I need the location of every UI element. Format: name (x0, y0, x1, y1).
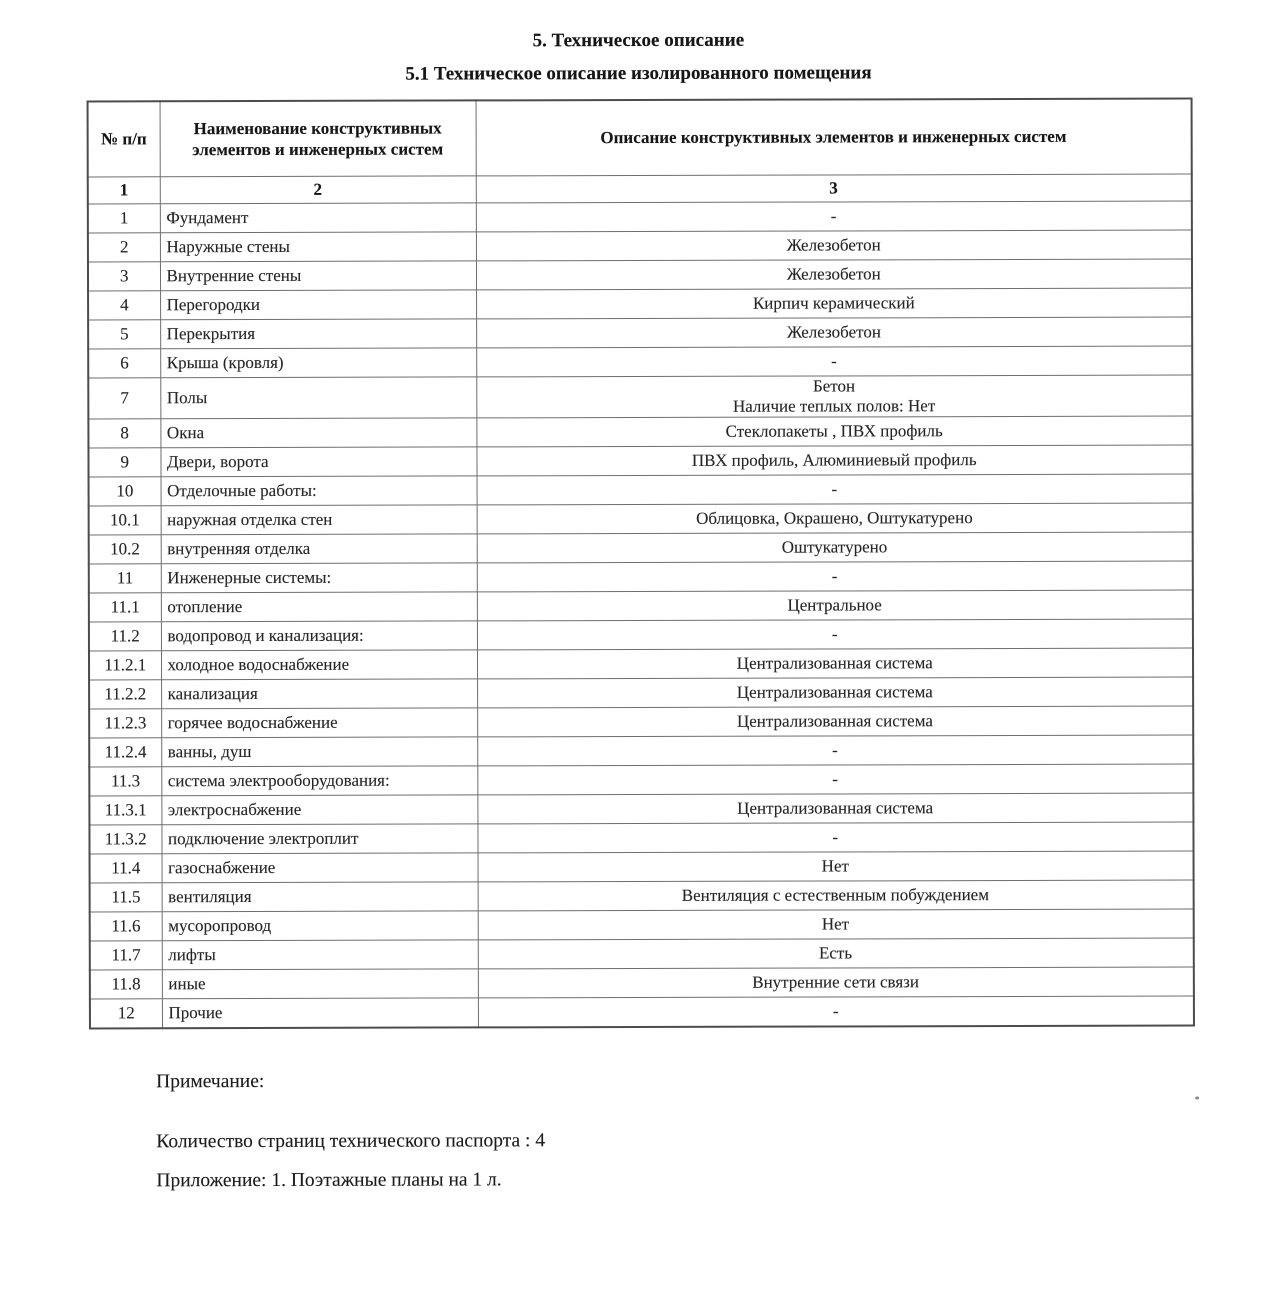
table-row (88, 317, 1192, 349)
table-row (90, 938, 1194, 970)
table-row (89, 532, 1193, 564)
row-description-cell: Железобетон (476, 259, 1192, 290)
row-name-cell: Полы (160, 377, 476, 419)
row-name-cell: отопление (161, 592, 477, 622)
table-row (89, 561, 1193, 593)
row-number-cell: 11.2.4 (89, 738, 161, 767)
row-name-cell: канализация (161, 679, 477, 709)
table-row (88, 201, 1192, 233)
row-description-cell: Железобетон (476, 317, 1192, 348)
table-header (88, 99, 1192, 204)
row-name-cell: Отделочные работы: (161, 476, 477, 506)
header-col-desc: Описание конструктивных элементов и инженерных систем (476, 99, 1192, 176)
row-number-cell: 8 (88, 419, 160, 448)
table-row (88, 259, 1192, 291)
table-row (89, 474, 1193, 506)
row-name-cell: ванны, душ (161, 737, 477, 767)
table-row (89, 648, 1193, 680)
table-row (89, 590, 1193, 622)
row-name-cell: холодное водоснабжение (161, 650, 477, 680)
table-row (89, 503, 1193, 535)
row-name-cell: Окна (160, 418, 476, 448)
table-row (90, 967, 1194, 999)
header-col-num: № п/п (88, 101, 160, 177)
row-description-cell: - (477, 764, 1193, 795)
table-row (88, 346, 1192, 378)
row-number-cell: 2 (88, 233, 160, 262)
row-name-cell: Прочие (162, 998, 478, 1028)
row-number-cell: 11.2.3 (89, 709, 161, 738)
row-name-cell: горячее водоснабжение (161, 708, 477, 738)
tech-description-table (87, 98, 1195, 1030)
row-number-cell: 7 (88, 378, 160, 419)
row-number-cell: 3 (88, 262, 160, 291)
table-row (88, 445, 1192, 477)
row-name-cell: мусоропровод (162, 911, 478, 941)
table-row (90, 851, 1194, 883)
row-description-cell: Есть (478, 938, 1194, 969)
row-name-cell: Внутренние стены (160, 261, 476, 291)
row-number-cell: 11.3.2 (89, 825, 161, 854)
row-number-cell: 12 (90, 999, 162, 1029)
row-name-cell: Двери, ворота (160, 447, 476, 477)
subsection-title: 5.1 Техническое описание изолированного помещения (405, 62, 872, 85)
table-row (89, 793, 1193, 825)
row-number-cell: 11.5 (90, 883, 162, 912)
row-number-cell: 11.2.1 (89, 651, 161, 680)
row-number-cell: 11.3 (89, 767, 161, 796)
row-name-cell: наружная отделка стен (161, 505, 477, 535)
row-description-cell: Облицовка, Окрашено, Оштукатурено (477, 503, 1193, 534)
row-number-cell: 10 (89, 477, 161, 506)
row-description-cell: Централизованная система (477, 677, 1193, 708)
header-row (88, 99, 1192, 177)
row-name-cell: вентиляция (162, 882, 478, 912)
table-row (89, 822, 1193, 854)
row-name-cell: внутренняя отделка (161, 534, 477, 564)
row-number-cell: 5 (88, 320, 160, 349)
notes-section (156, 1068, 1280, 1192)
note-label: Примечание: (156, 1071, 265, 1093)
row-description-cell: - (477, 822, 1193, 853)
row-number-cell: 11.6 (90, 912, 162, 941)
row-number-cell: 1 (88, 204, 160, 233)
table-row (88, 288, 1192, 320)
row-name-cell: Перекрытия (160, 319, 476, 349)
table-row (88, 416, 1192, 448)
row-name-cell: Инженерные системы: (161, 563, 477, 593)
column-number-1: 1 (88, 177, 160, 204)
row-description-cell: Железобетон (476, 230, 1192, 261)
table-row (89, 764, 1193, 796)
row-description-cell: - (477, 561, 1193, 592)
row-description-cell: Вентиляция с естественным побуждением (478, 880, 1194, 911)
row-number-cell: 6 (88, 349, 160, 378)
table-row (90, 996, 1194, 1028)
pages-count-line: Количество страниц технического паспорта : 4 (156, 1130, 546, 1153)
row-description-cell: - (477, 735, 1193, 766)
row-description-cell: Нет (478, 851, 1194, 882)
table-row (88, 230, 1192, 262)
row-number-cell: 10.1 (89, 506, 161, 535)
row-name-cell: Перегородки (160, 290, 476, 320)
row-name-cell: Крыша (кровля) (160, 348, 476, 378)
row-description-cell: Внутренние сети связи (478, 967, 1194, 998)
row-name-cell: подключение электроплит (161, 824, 477, 854)
row-name-cell: газоснабжение (162, 853, 478, 883)
row-description-cell: Бетон Наличие теплых полов: Нет (476, 375, 1192, 418)
section-title: 5. Техническое описание (532, 29, 745, 52)
row-description-cell: Централизованная система (477, 648, 1193, 679)
row-number-cell: 11.7 (90, 941, 162, 970)
row-description-cell: Стеклопакеты , ПВХ профиль (476, 416, 1192, 447)
row-description-cell: Нет (478, 909, 1194, 940)
row-number-cell: 10.2 (89, 535, 161, 564)
column-number-row (88, 174, 1192, 204)
row-number-cell: 11.8 (90, 970, 162, 999)
attachment-line: Приложение: 1. Поэтажные планы на 1 л. (156, 1169, 502, 1192)
row-name-cell: Фундамент (160, 203, 476, 233)
row-number-cell: 11.3.1 (89, 796, 161, 825)
row-name-cell: Наружные стены (160, 232, 476, 262)
row-number-cell: 11.2.2 (89, 680, 161, 709)
table-row (90, 880, 1194, 912)
table-row (89, 706, 1193, 738)
row-number-cell: 11.1 (89, 593, 161, 622)
scan-speck (1195, 1097, 1199, 1100)
row-name-cell: водопровод и канализация: (161, 621, 477, 651)
column-number-2: 2 (160, 176, 476, 204)
row-description-cell: - (476, 346, 1192, 377)
row-number-cell: 4 (88, 291, 160, 320)
row-number-cell: 11 (89, 564, 161, 593)
row-description-cell: - (478, 996, 1194, 1027)
row-description-cell: Центральное (477, 590, 1193, 621)
table-row (88, 375, 1192, 419)
row-description-cell: - (477, 474, 1193, 505)
table-row (90, 909, 1194, 941)
row-name-cell: иные (162, 969, 478, 999)
table-row (89, 677, 1193, 709)
header-col-name: Наименование конструктивных элементов и инженерных систем (160, 100, 476, 176)
row-description-cell: - (476, 201, 1192, 232)
row-description-cell: Кирпич керамический (476, 288, 1192, 319)
table-row (89, 619, 1193, 651)
row-name-cell: электроснабжение (161, 795, 477, 825)
table-body (88, 201, 1194, 1028)
row-number-cell: 9 (88, 448, 160, 477)
column-number-3: 3 (476, 174, 1192, 203)
row-name-cell: лифты (162, 940, 478, 970)
row-description-cell: Централизованная система (477, 706, 1193, 737)
row-description-cell: - (477, 619, 1193, 650)
table-row (89, 735, 1193, 767)
row-description-cell: Оштукатурено (477, 532, 1193, 563)
row-number-cell: 11.4 (90, 854, 162, 883)
row-description-cell: ПВХ профиль, Алюминиевый профиль (476, 445, 1192, 476)
row-description-cell: Централизованная система (477, 793, 1193, 824)
row-name-cell: система электрооборудования: (161, 766, 477, 796)
row-number-cell: 11.2 (89, 622, 161, 651)
